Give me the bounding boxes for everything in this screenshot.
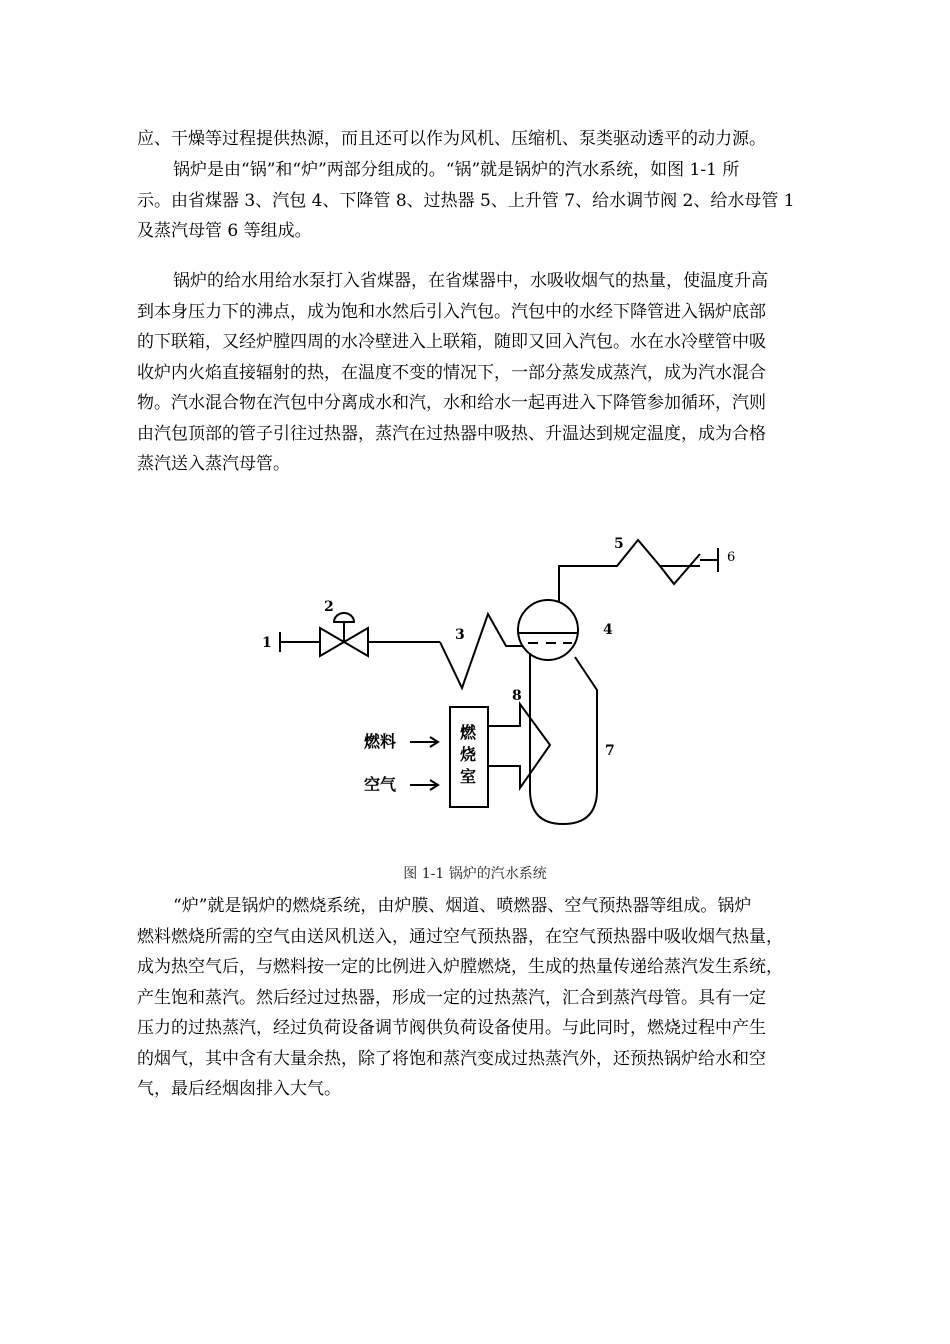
diagram-lines (280, 540, 718, 824)
fuel-label: 燃料 (364, 732, 397, 751)
text-line: 蒸汽送入蒸汽母管。 (137, 454, 290, 474)
chamber-char-1: 燃 (460, 723, 477, 742)
label-2: 2 (324, 599, 334, 615)
label-7: 7 (605, 743, 615, 759)
text-line: 的烟气，其中含有大量余热，除了将饱和蒸汽变成过热蒸汽外，还预热锅炉给水和空 (137, 1048, 766, 1069)
text-line: 压力的过热蒸汽，经过负荷设备调节阀供负荷设备使用。与此同时，燃烧过程中产生 (137, 1018, 766, 1038)
label-4: 4 (603, 622, 613, 638)
paragraph-guo (137, 155, 861, 247)
burner-nozzle (488, 704, 550, 788)
paragraph-intro-continuation (137, 124, 861, 155)
valve-actuator (334, 613, 354, 622)
lower-header-arc (530, 790, 597, 824)
chamber-char-2: 烧 (460, 745, 477, 764)
label-5: 5 (614, 536, 624, 552)
text-line: 锅炉是由“锅”和“炉”两部分组成的。“锅”就是锅炉的汽水系统，如图 1-1 所 (173, 160, 740, 180)
riser-pipe (575, 657, 597, 790)
figure-caption: 图 1-1 锅炉的汽水系统 (403, 866, 547, 882)
text-line: 物。汽水混合物在汽包中分离成水和汽，水和给水一起再进入下降管参加循环，汽则 (137, 393, 766, 413)
text-line: 气，最后经烟囱排入大气。 (137, 1079, 341, 1099)
label-3: 3 (455, 627, 465, 643)
label-8: 8 (512, 688, 522, 704)
economizer-zigzag (440, 614, 522, 688)
text-line: 到本身压力下的沸点，成为饱和水然后引入汽包。汽包中的水经下降管进入锅炉底部 (137, 301, 766, 322)
text-line: 的下联箱，又经炉膛四周的水冷壁进入上联箱，随即又回入汽包。水在水冷壁管中吸 (137, 332, 766, 352)
text-line: 燃料燃烧所需的空气由送风机送入，通过空气预热器，在空气预热器中吸收烟气热量， (137, 926, 783, 947)
text-line: 成为热空气后，与燃料按一定的比例进入炉膛燃烧，生成的热量传递给蒸汽发生系统， (137, 957, 783, 977)
paragraph-lu (137, 891, 861, 1105)
label-6: 6 (727, 550, 736, 565)
paragraph-feedwater (137, 266, 861, 480)
text-line: 及蒸汽母管 6 等组成。 (137, 221, 312, 241)
valve-left-triangle (320, 628, 344, 656)
text-line: 应、干燥等过程提供热源，而且还可以作为风机、压缩机、泵类驱动透平的动力源。 (137, 129, 766, 149)
valve-right-triangle (344, 628, 368, 656)
superheater-line (559, 540, 700, 602)
text-line: 产生饱和蒸汽。然后经过过热器，形成一定的过热蒸汽，汇合到蒸汽母管。具有一定 (137, 987, 766, 1008)
text-line: 锅炉的给水用给水泵打入省煤器，在省煤器中，水吸收烟气的热量，使温度升高 (173, 271, 768, 291)
superheater-zigzag (660, 554, 700, 584)
text-line: “炉”就是锅炉的燃烧系统，由炉膜、烟道、喷燃器、空气预热器等组成。锅炉 (173, 896, 752, 916)
chamber-char-3: 室 (460, 767, 477, 786)
text-line: 收炉内火焰直接辐射的热，在温度不变的情况下，一部分蒸发成蒸汽，成为汽水混合 (137, 362, 766, 383)
text-line: 由汽包顶部的管子引往过热器，蒸汽在过热器中吸热、升温达到规定温度，成为合格 (137, 423, 766, 444)
steam-drum (518, 600, 578, 660)
label-1: 1 (262, 635, 272, 651)
boiler-steam-water-diagram (240, 525, 760, 840)
air-label: 空气 (364, 775, 397, 794)
text-line: 示。由省煤器 3、汽包 4、下降管 8、过热器 5、上升管 7、给水调节阀 2、给水母管 1 (137, 190, 795, 211)
